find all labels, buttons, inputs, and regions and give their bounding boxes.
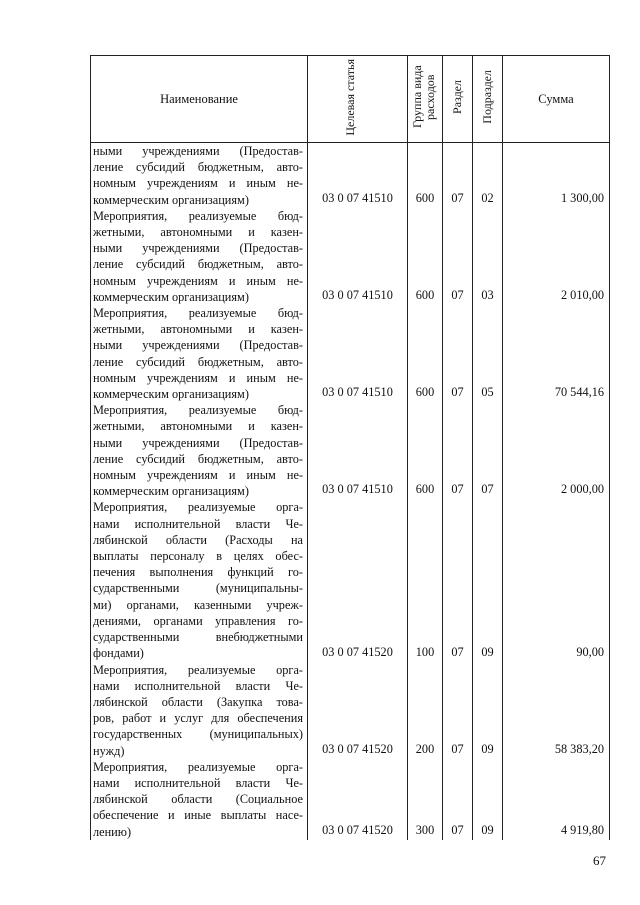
row-subsection: 09 xyxy=(473,759,503,840)
row-name-line: коммерческим организациям) xyxy=(93,289,249,304)
table-row xyxy=(91,143,610,208)
row-name-line: Мероприятия, реализуемые бюд- xyxy=(93,403,303,418)
row-sum: 90,00 xyxy=(503,499,610,661)
row-name-line: нужд) xyxy=(93,743,125,758)
header-expense-group: Группа вида расходов xyxy=(410,65,437,129)
row-name-line: ление субсидий бюджетным, авто- xyxy=(93,451,303,466)
header-section: Раздел xyxy=(450,80,464,114)
row-name-line: жетными, автономными и казен- xyxy=(93,225,303,240)
row-subsection: 09 xyxy=(473,662,503,759)
row-name-line: ными учреждениями (Предостав- xyxy=(93,338,303,353)
row-name-line: ными учреждениями (Предостав- xyxy=(93,241,303,256)
row-target-article: 03 0 07 41520 xyxy=(308,759,408,840)
row-name-line: жетными, автономными и казен- xyxy=(93,419,303,434)
row-sum: 4 919,80 xyxy=(503,759,610,840)
row-name-line: сударственными внебюджетными xyxy=(93,630,303,645)
row-target-article: 03 0 07 41520 xyxy=(308,499,408,661)
row-name-line: номным учреждениям и иным не- xyxy=(93,370,303,385)
row-name-line: Мероприятия, реализуемые бюд- xyxy=(93,306,303,321)
page-number: 67 xyxy=(593,853,606,868)
row-name-line: Мероприятия, реализуемые бюд- xyxy=(93,208,303,223)
row-subsection: 05 xyxy=(473,305,503,402)
table-row xyxy=(91,402,610,499)
table-row xyxy=(91,208,610,305)
row-name-line: ными учреждениями (Предостав- xyxy=(93,144,303,158)
row-name-line: жетными, автономными и казен- xyxy=(93,322,303,337)
row-sum: 2 000,00 xyxy=(503,402,610,499)
row-subsection: 07 xyxy=(473,402,503,499)
row-section: 07 xyxy=(443,402,473,499)
row-name-line: сударственными (муниципальны- xyxy=(93,581,303,596)
row-name xyxy=(91,402,308,499)
row-name-line: коммерческим организациям) xyxy=(93,192,249,207)
row-name-line: ми) органами, казенными учреж- xyxy=(93,597,303,612)
table-body xyxy=(91,143,610,840)
row-name-line: дениями, органами управления го- xyxy=(93,613,303,628)
row-section: 07 xyxy=(443,143,473,208)
row-section: 07 xyxy=(443,662,473,759)
row-sum: 70 544,16 xyxy=(503,305,610,402)
row-name-line: номным учреждениям и иным не- xyxy=(93,468,303,483)
row-name-line: ров, работ и услуг для обеспечения xyxy=(93,711,303,726)
row-name-line: ление субсидий бюджетным, авто- xyxy=(93,354,303,369)
row-name-line: номным учреждениям и иным не- xyxy=(93,176,303,191)
row-section: 07 xyxy=(443,759,473,840)
row-name-line: лябинской области (Расходы на xyxy=(93,532,303,547)
row-name-line: нами исполнительной власти Че- xyxy=(93,516,303,531)
row-subsection: 09 xyxy=(473,499,503,661)
row-name-line: государственных (муниципальных) xyxy=(93,727,303,742)
header-section-cell xyxy=(443,56,473,143)
row-sum: 2 010,00 xyxy=(503,208,610,305)
row-subsection: 02 xyxy=(473,143,503,208)
row-expense-group: 600 xyxy=(408,208,443,305)
row-target-article: 03 0 07 41510 xyxy=(308,208,408,305)
row-sum: 58 383,20 xyxy=(503,662,610,759)
row-name-line: коммерческим организациям) xyxy=(93,484,249,499)
row-name-line: номным учреждениям и иным не- xyxy=(93,273,303,288)
row-name-line: выплаты персоналу в целях обес- xyxy=(93,549,303,564)
row-section: 07 xyxy=(443,305,473,402)
row-name-line: фондами) xyxy=(93,646,144,661)
row-section: 07 xyxy=(443,499,473,661)
row-expense-group: 600 xyxy=(408,305,443,402)
row-name-line: Мероприятия, реализуемые орга- xyxy=(93,500,303,515)
row-section: 07 xyxy=(443,208,473,305)
row-name-line: нами исполнительной власти Че- xyxy=(93,775,303,790)
table-row xyxy=(91,499,610,661)
row-expense-group: 300 xyxy=(408,759,443,840)
header-sum: Сумма xyxy=(503,56,610,143)
table-row xyxy=(91,759,610,840)
row-target-article: 03 0 07 41510 xyxy=(308,143,408,208)
header-subsection-cell xyxy=(473,56,503,143)
header-target-article-cell xyxy=(308,56,408,143)
header-expense-group-cell xyxy=(408,56,443,143)
header-subsection: Подраздел xyxy=(480,70,494,124)
row-target-article: 03 0 07 41520 xyxy=(308,662,408,759)
row-name-line: ными учреждениями (Предостав- xyxy=(93,435,303,450)
row-name-line: лябинской области (Закупка това- xyxy=(93,694,303,709)
row-expense-group: 200 xyxy=(408,662,443,759)
row-sum: 1 300,00 xyxy=(503,143,610,208)
row-name xyxy=(91,143,308,208)
row-name-line: ление субсидий бюджетным, авто- xyxy=(93,160,303,175)
row-name xyxy=(91,759,308,840)
row-name-line: лению) xyxy=(93,824,132,839)
header-name: Наименование xyxy=(91,56,308,143)
header-target-article: Целевая статья xyxy=(342,58,357,136)
table-row xyxy=(91,305,610,402)
row-name xyxy=(91,208,308,305)
row-expense-group: 600 xyxy=(408,143,443,208)
row-name-line: лябинской области (Социальное xyxy=(93,792,303,807)
row-name-line: Мероприятия, реализуемые орга- xyxy=(93,662,303,677)
row-name-line: обеспечение и иные выплаты насе- xyxy=(93,808,303,823)
budget-table xyxy=(90,55,610,840)
row-name-line: Мероприятия, реализуемые орга- xyxy=(93,759,303,774)
row-expense-group: 600 xyxy=(408,402,443,499)
row-target-article: 03 0 07 41510 xyxy=(308,305,408,402)
row-name-line: нами исполнительной власти Че- xyxy=(93,678,303,693)
row-name-line: печения выполнения функций го- xyxy=(93,565,303,580)
row-expense-group: 100 xyxy=(408,499,443,661)
row-name xyxy=(91,662,308,759)
table-row xyxy=(91,662,610,759)
row-name xyxy=(91,499,308,661)
row-target-article: 03 0 07 41510 xyxy=(308,402,408,499)
row-subsection: 03 xyxy=(473,208,503,305)
row-name-line: коммерческим организациям) xyxy=(93,387,249,402)
row-name xyxy=(91,305,308,402)
table-header-row xyxy=(91,56,610,143)
row-name-line: ление субсидий бюджетным, авто- xyxy=(93,257,303,272)
